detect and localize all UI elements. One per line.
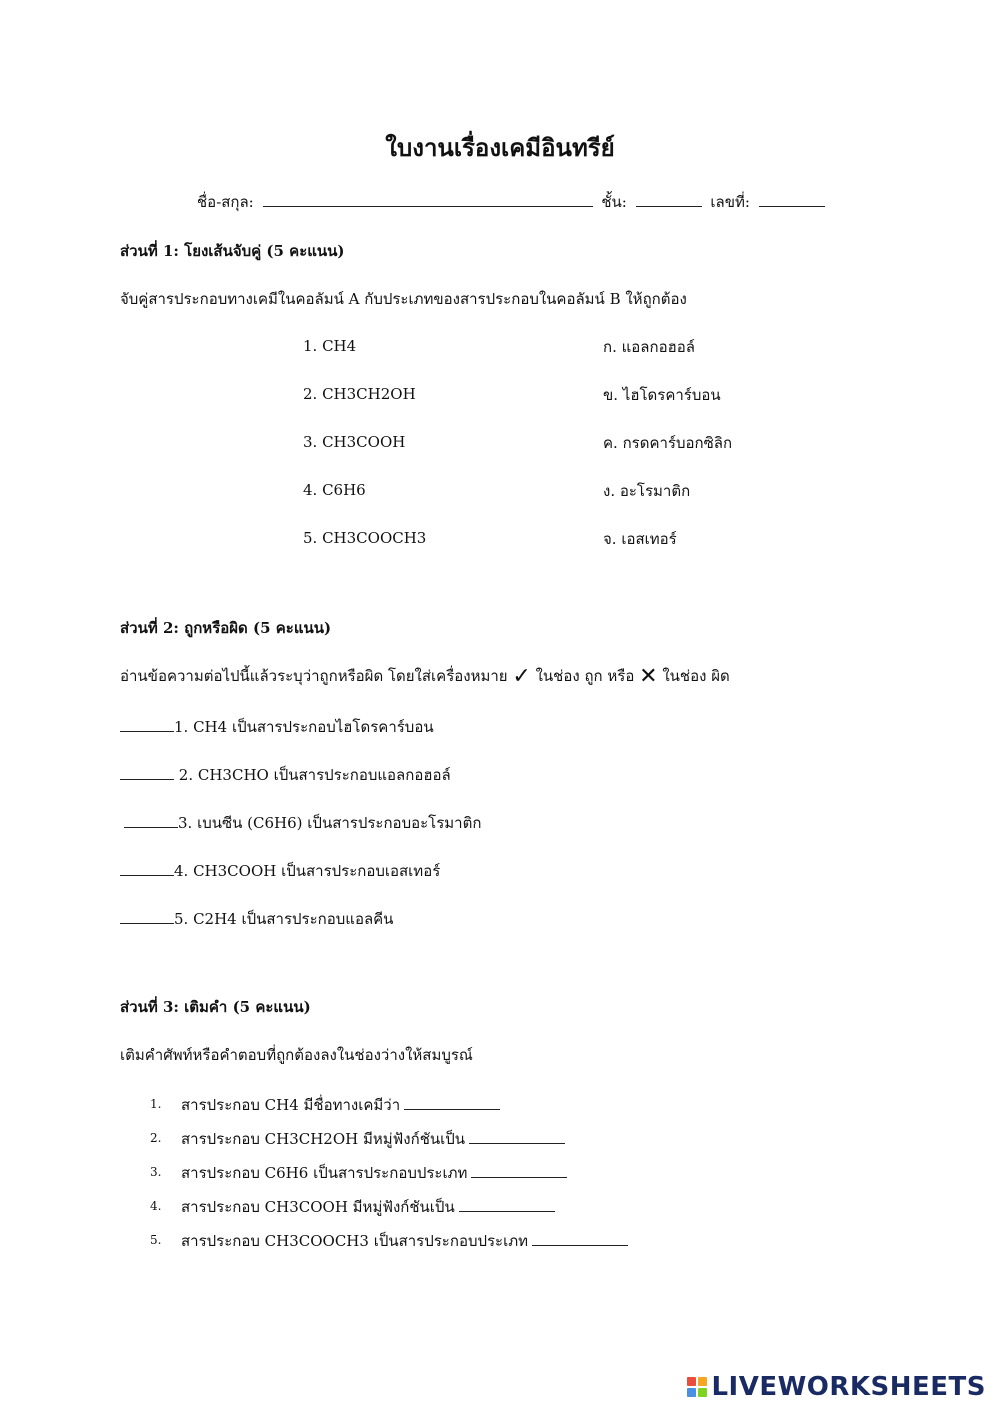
- number-field[interactable]: [759, 192, 825, 207]
- cross-mark-icon: ✕: [639, 664, 658, 689]
- logo-text: LIVEWORKSHEETS: [711, 1372, 986, 1402]
- statement-text: 1. CH4 เป็นสารประกอบไฮโดรคาร์บอน: [174, 718, 434, 736]
- column-b-item: ข. ไฮโดรคาร์บอน: [603, 386, 721, 404]
- check-mark-icon: ✓: [512, 664, 531, 689]
- instruction-text: อ่านข้อความต่อไปนี้แล้วระบุว่าถูกหรือผิด โดยใส่เครื่องหมาย: [120, 667, 508, 685]
- part1-instruction: จับคู่สารประกอบทางเคมีในคอลัมน์ A กับประเภทของสารประกอบในคอลัมน์ B ให้ถูกต้อง: [120, 290, 687, 308]
- item-number: 5.: [150, 1233, 162, 1247]
- fill-blank[interactable]: [404, 1095, 500, 1110]
- fill-text: สารประกอบ CH3COOCH3 เป็นสารประกอบประเภท: [181, 1232, 529, 1250]
- fill-item: [181, 1127, 565, 1151]
- page-title: ใบงานเรื่องเคมีอินทรีย์: [385, 133, 615, 162]
- statement-text: 4. CH3COOH เป็นสารประกอบเอสเทอร์: [174, 862, 441, 880]
- item-number: 3.: [150, 1165, 162, 1179]
- fill-text: สารประกอบ C6H6 เป็นสารประกอบประเภท: [181, 1164, 468, 1182]
- part2-heading: ส่วนที่ 2: ถูกหรือผิด (5 คะแนน): [120, 619, 332, 637]
- logo-square: [687, 1377, 696, 1386]
- class-field[interactable]: [636, 192, 702, 207]
- logo-square: [698, 1377, 707, 1386]
- fill-blank[interactable]: [459, 1197, 555, 1212]
- answer-blank[interactable]: [120, 909, 174, 924]
- column-b-item: ก. แอลกอฮอล์: [603, 338, 695, 356]
- statement-text: 5. C2H4 เป็นสารประกอบแอลคีน: [174, 910, 394, 928]
- class-label: ชั้น:: [601, 193, 627, 211]
- true-false-item: [120, 859, 440, 883]
- fill-item: [181, 1093, 500, 1117]
- answer-blank[interactable]: [120, 717, 174, 732]
- fill-text: สารประกอบ CH3CH2OH มีหมู่ฟังก์ชันเป็น: [181, 1130, 466, 1148]
- statement-text: 3. เบนซีน (C6H6) เป็นสารประกอบอะโรมาติก: [178, 814, 482, 832]
- fill-item: [181, 1161, 567, 1185]
- part3-heading: ส่วนที่ 3: เติมคำ (5 คะแนน): [120, 998, 311, 1016]
- instruction-text: ในช่อง ผิด: [662, 667, 730, 685]
- true-false-item: [120, 715, 434, 739]
- liveworksheets-logo: [687, 1372, 986, 1402]
- logo-square: [698, 1388, 707, 1397]
- column-b-item: ค. กรดคาร์บอกซิลิก: [603, 434, 733, 452]
- item-number: 1.: [150, 1097, 162, 1111]
- column-a-item: 3. CH3COOH: [303, 433, 406, 451]
- column-a-item: 4. C6H6: [303, 481, 366, 499]
- item-number: 4.: [150, 1199, 162, 1213]
- column-a-item: 2. CH3CH2OH: [303, 385, 416, 403]
- item-number: 2.: [150, 1131, 162, 1145]
- logo-square: [687, 1388, 696, 1397]
- name-label: ชื่อ-สกุล:: [197, 193, 254, 211]
- fill-blank[interactable]: [469, 1129, 565, 1144]
- fill-blank[interactable]: [471, 1163, 567, 1178]
- fill-item: [181, 1195, 555, 1219]
- fill-blank[interactable]: [532, 1231, 628, 1246]
- part3-instruction: เติมคำศัพท์หรือคำตอบที่ถูกต้องลงในช่องว่างให้สมบูรณ์: [120, 1046, 473, 1064]
- column-a-item: 5. CH3COOCH3: [303, 529, 427, 547]
- logo-icon: [687, 1377, 707, 1397]
- part2-instruction: [120, 664, 730, 689]
- column-b-item: จ. เอสเทอร์: [603, 530, 677, 548]
- answer-blank[interactable]: [124, 813, 178, 828]
- fill-text: สารประกอบ CH4 มีชื่อทางเคมีว่า: [181, 1096, 401, 1114]
- part1-heading: ส่วนที่ 1: โยงเส้นจับคู่ (5 คะแนน): [120, 242, 345, 260]
- name-field[interactable]: [263, 192, 593, 207]
- fill-text: สารประกอบ CH3COOH มีหมู่ฟังก์ชันเป็น: [181, 1198, 455, 1216]
- column-a-item: 1. CH4: [303, 337, 357, 355]
- true-false-item: [124, 811, 481, 835]
- true-false-item: [120, 763, 451, 787]
- fill-item: [181, 1229, 628, 1253]
- answer-blank[interactable]: [120, 861, 174, 876]
- statement-text: 2. CH3CHO เป็นสารประกอบแอลกอฮอล์: [178, 766, 451, 784]
- true-false-item: [120, 907, 393, 931]
- student-info-row: [197, 190, 825, 214]
- column-b-item: ง. อะโรมาติก: [603, 482, 691, 500]
- number-label: เลขที่:: [710, 193, 750, 211]
- instruction-text: ในช่อง ถูก หรือ: [535, 667, 635, 685]
- answer-blank[interactable]: [120, 765, 174, 780]
